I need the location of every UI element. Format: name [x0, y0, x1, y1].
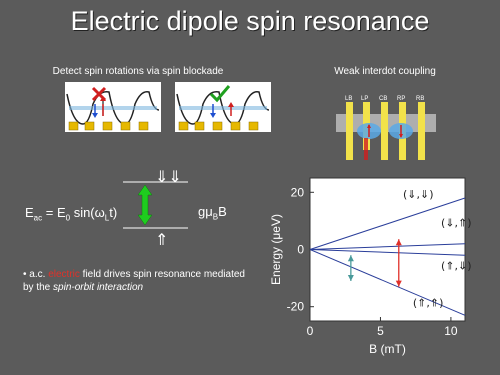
y-tick-label: 20: [290, 185, 304, 200]
eq-e: E: [25, 205, 34, 220]
y-tick-label: -20: [286, 299, 304, 314]
lower-state-arrows: ⇑: [155, 230, 169, 246]
bullet-pre: a.c.: [26, 269, 49, 280]
eq-ac-sub: ac: [33, 213, 43, 223]
gate-label-cb: CB: [379, 96, 388, 102]
series-label: (⇓,⇓): [403, 188, 434, 202]
eq-close: t): [109, 205, 118, 220]
x-tick-label: 10: [444, 324, 458, 338]
series-label: (⇑,⇑): [412, 296, 444, 310]
bullet-mid: field drives spin resonance mediated by the: [23, 269, 245, 293]
series-label: (⇓,⇑): [441, 216, 472, 230]
bullet-highlight: electric: [48, 269, 80, 280]
upper-state-arrows: ⇓⇓: [155, 168, 182, 186]
x-axis-label: B (mT): [369, 342, 406, 356]
bullet-italic: spin-orbit interaction: [53, 282, 144, 293]
gate-layout-illustration: [336, 92, 436, 168]
bullet-point: [23, 268, 253, 294]
driving-field-equation: [25, 205, 117, 223]
two-level-diagram: [118, 168, 193, 246]
energy-vs-field-chart: [262, 170, 472, 360]
bullet-marker: •: [23, 269, 27, 280]
x-tick-label: 0: [306, 324, 314, 338]
series-label: (⇑,⇓): [441, 259, 472, 273]
eq-sin: sin(ω: [70, 205, 105, 220]
eq-mid: = E: [42, 205, 66, 220]
eq-zero-sub: 0: [65, 213, 71, 223]
gate-label-rb: RB: [416, 96, 425, 102]
zeeman-sub: B: [212, 212, 219, 222]
zeeman-suffix: B: [218, 204, 227, 219]
gate-label-rp: RP: [397, 96, 406, 102]
eq-l-sub: L: [104, 213, 110, 223]
gate-label-lb: LB: [345, 96, 353, 102]
x-tick-label: 5: [377, 324, 384, 338]
spin-blockade-illustration: [63, 80, 275, 135]
spin-blockade-caption: Detect spin rotations via spin blockade: [52, 66, 224, 77]
y-tick-label: 0: [297, 242, 304, 257]
zeeman-prefix: gμ: [198, 204, 213, 219]
slide-title: Electric dipole spin resonance: [70, 6, 430, 36]
gate-label-lp: LP: [361, 96, 369, 102]
zeeman-energy-label: [198, 204, 227, 222]
y-axis-label: Energy (μeV): [269, 214, 283, 285]
resonance-arrow-icon: [138, 185, 152, 225]
interdot-coupling-caption: Weak interdot coupling: [334, 66, 436, 77]
